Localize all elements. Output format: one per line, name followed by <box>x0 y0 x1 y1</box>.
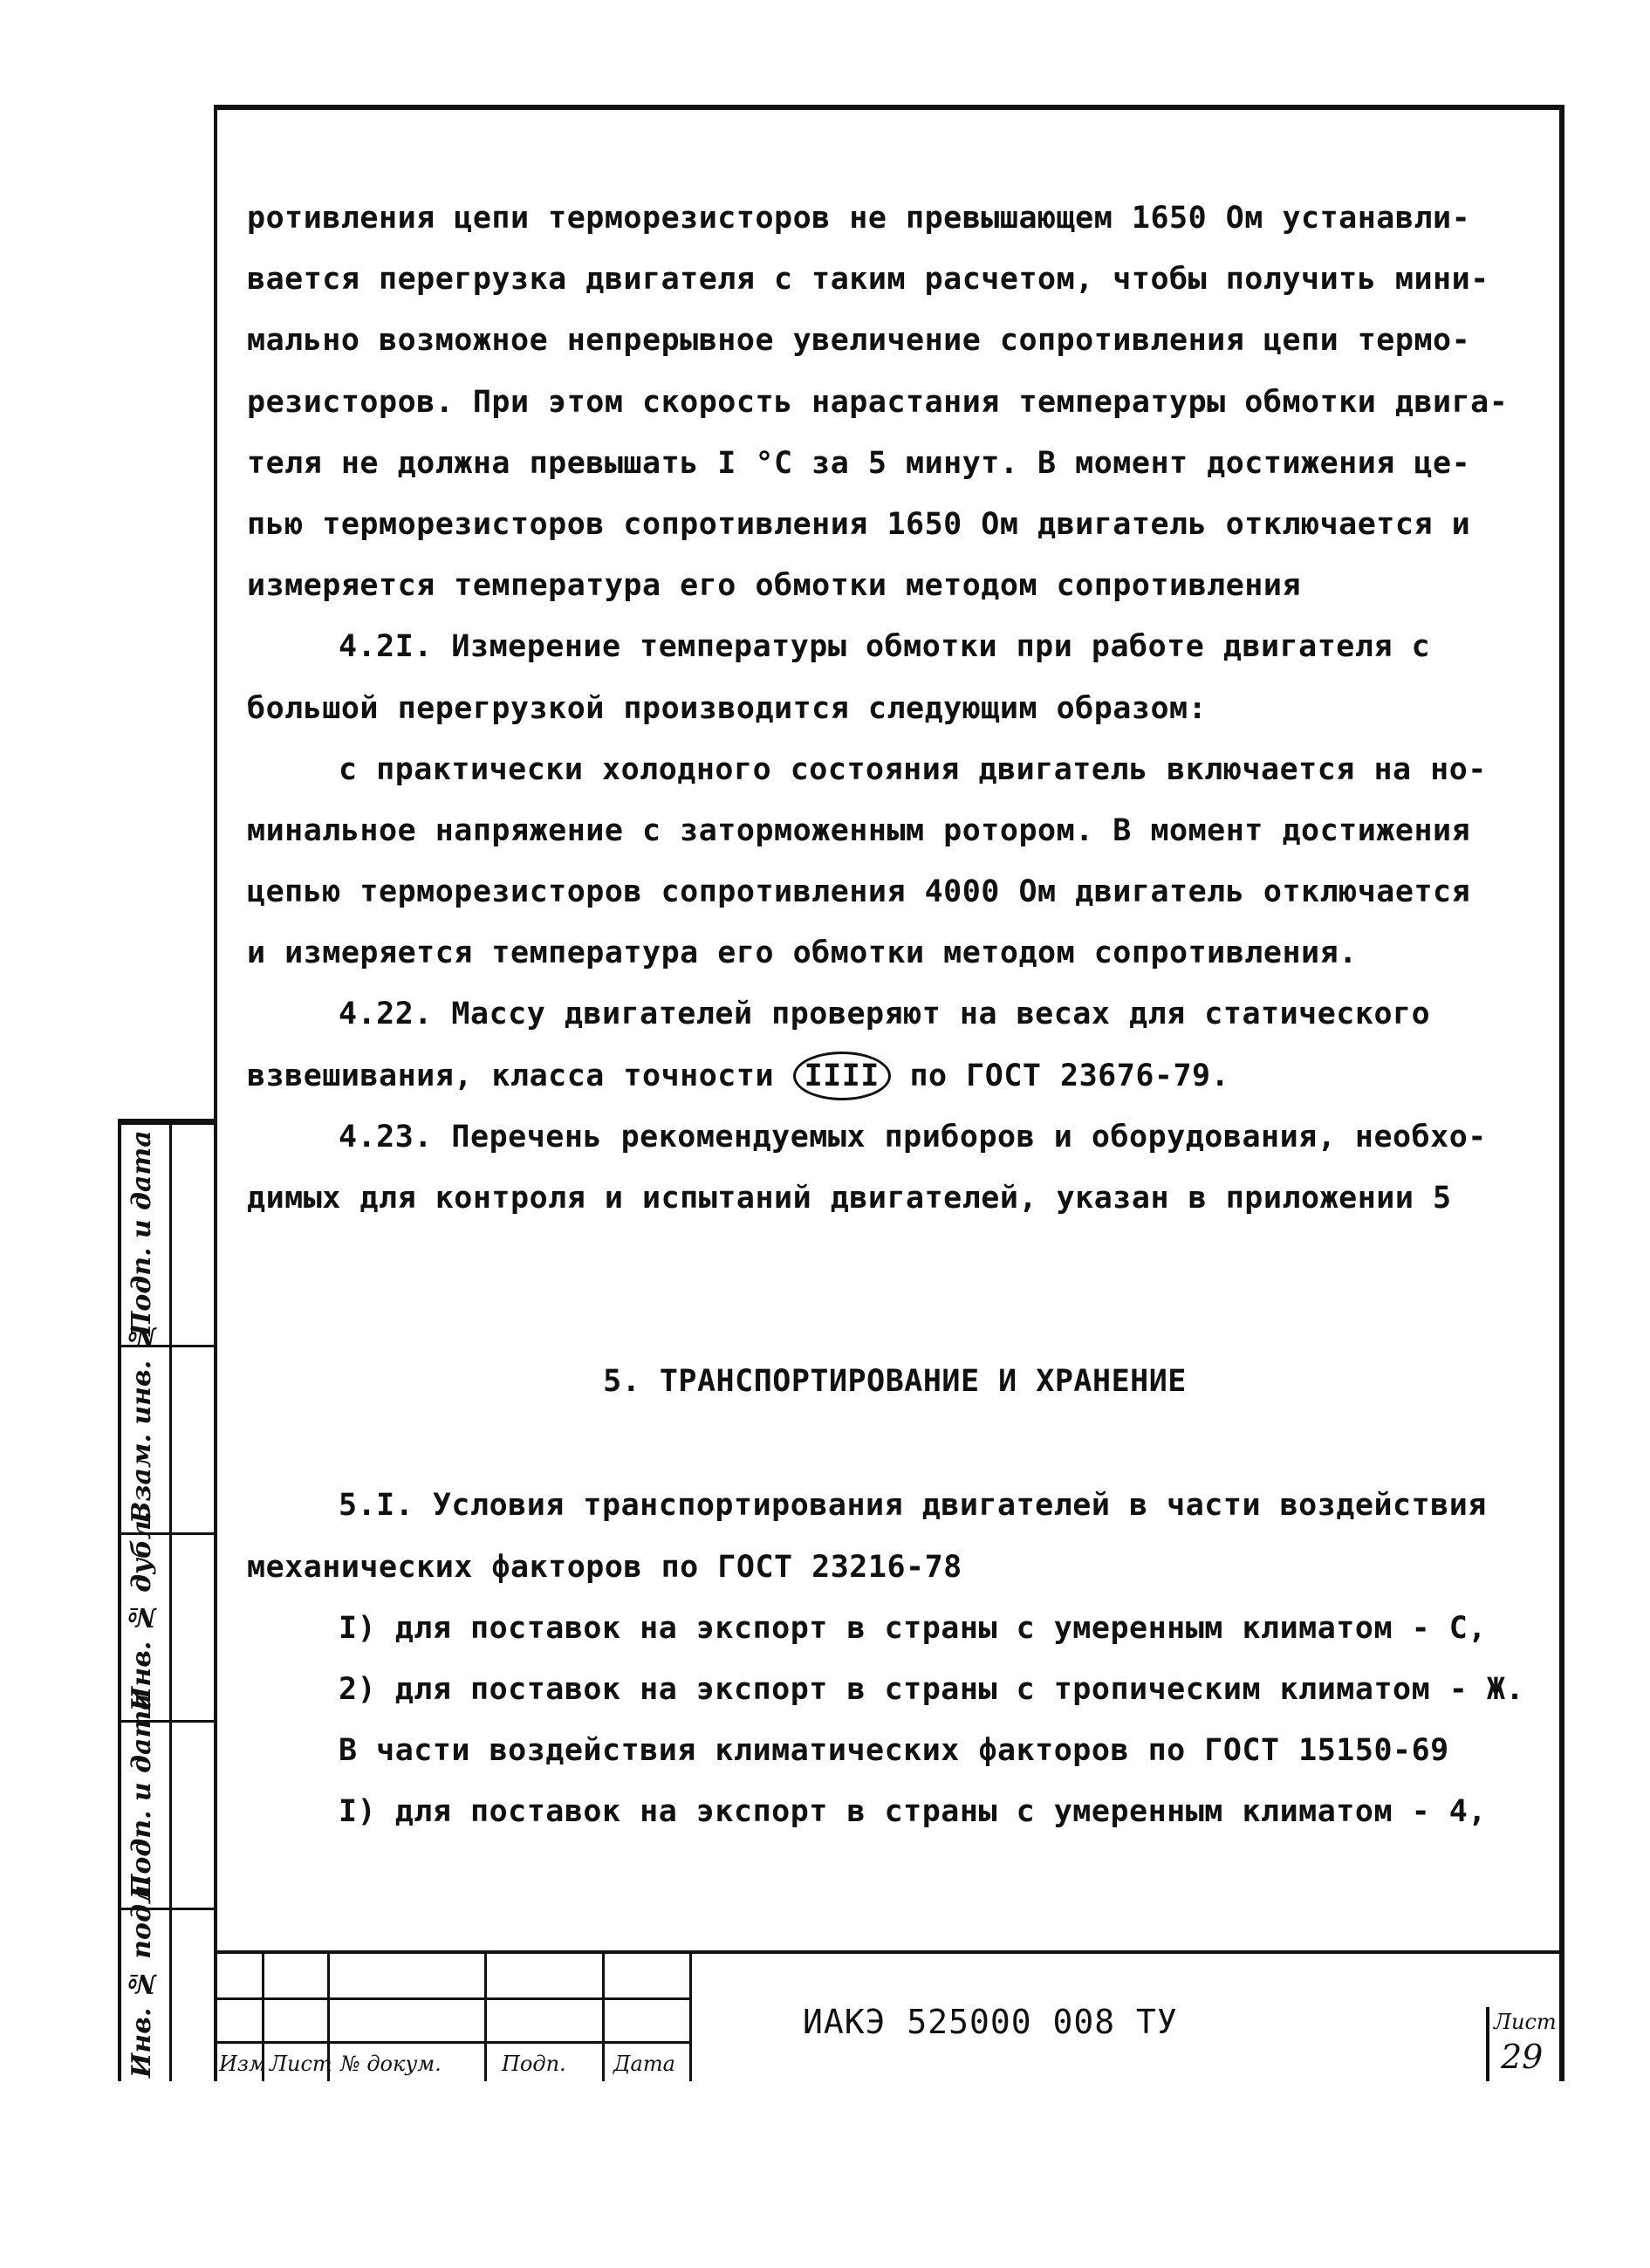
side-label: Подп. и дата <box>127 1130 157 1336</box>
text-line: резисторов. При этом скорость нарастания температуры обмотки двига- <box>247 384 1509 420</box>
text-line: и измеряется температура его обмотки методом сопротивления. <box>247 935 1358 971</box>
document-code: ИАКЭ 525000 008 ТУ <box>803 2003 1178 2041</box>
text-line: В части воздействия климатических факторов по ГОСТ 15150-69 <box>339 1733 1449 1769</box>
paragraph-4-21-start: 4.2I. Измерение температуры обмотки при работе двигателя с <box>339 629 1431 665</box>
text-line: минальное напряжение с заторможенным ротором. В момент достижения <box>247 812 1471 848</box>
text-line: мально возможное непрерывное увеличение сопротивления цепи термо- <box>247 323 1471 359</box>
text-line: пью терморезисторов сопротивления 1650 Ом двигатель отключается и <box>247 506 1471 542</box>
title-block-label: Дата <box>613 2052 675 2076</box>
spacer <box>247 1229 1543 1351</box>
text-line: ротивления цепи терморезисторов не превышающем 1650 Ом устанавли- <box>247 201 1471 236</box>
text-line: теля не должна превышать I °C за 5 минут. В момент достижения це- <box>247 445 1471 481</box>
text-line: механических факторов по ГОСТ 23216-78 <box>247 1549 962 1585</box>
text-line <box>247 1045 1543 1107</box>
circled-accuracy-class: IIII <box>793 1052 891 1100</box>
text-fragment: взвешивания, класса точности <box>247 1058 775 1093</box>
title-block-row-divider <box>214 1997 689 2000</box>
list-item: I) для поставок на экспорт в страны с умеренным климатом - С, <box>339 1610 1487 1646</box>
text-line: измеряется температура его обмотки методом сопротивления <box>247 568 1302 604</box>
title-block-row-divider <box>214 2041 689 2044</box>
title-block-label: Изм <box>219 2052 266 2076</box>
sheet-label: Лист <box>1494 2010 1557 2034</box>
text-line: большой перегрузкой производится следующим образом: <box>247 690 1208 726</box>
text-line: димых для контроля и испытаний двигателей, указан в приложении 5 <box>247 1181 1452 1216</box>
paragraph-4-23-start: 4.23. Перечень рекомендуемых приборов и оборудования, необхо- <box>339 1119 1487 1155</box>
list-item: I) для поставок на экспорт в страны с умеренным климатом - 4, <box>339 1794 1487 1830</box>
title-block-label: Лист <box>270 2052 332 2076</box>
side-label: Взам. инв. № <box>127 1320 157 1524</box>
title-block-col-divider <box>689 1954 692 2081</box>
paragraph-4-22-start: 4.22. Массу двигателей проверяют на весах для статического <box>339 997 1431 1032</box>
spacer <box>247 1412 1543 1475</box>
section-title: 5. ТРАНСПОРТИРОВАНИЕ И ХРАНЕНИЕ <box>603 1364 1187 1400</box>
side-label: Подп. и дата <box>127 1693 157 1899</box>
title-block-col-divider <box>602 1954 605 2081</box>
text-fragment: по ГОСТ 23676-79. <box>909 1058 1230 1093</box>
title-block-col-divider <box>484 1954 487 2081</box>
side-label: Инв. № подл. <box>127 1875 157 2078</box>
paragraph-5-1-start: 5.I. Условия транспортирования двигателей в части воздействия <box>339 1488 1487 1524</box>
title-block-label: Подп. <box>502 2052 566 2076</box>
page-number: 29 <box>1501 2038 1544 2076</box>
text-line: вается перегрузка двигателя с таким расчетом, чтобы получить мини- <box>247 262 1489 298</box>
side-stamp-strip <box>118 1119 214 2081</box>
side-cell-divider <box>121 1122 214 1125</box>
list-item: 2) для поставок на экспорт в страны с тропическим климатом - Ж. <box>339 1671 1525 1707</box>
paragraph-start: с практически холодного состояния двигатель включается на но- <box>339 751 1487 787</box>
document-body <box>247 188 1543 1843</box>
text-line: цепью терморезисторов сопротивления 4000 Ом двигатель отключается <box>247 874 1471 910</box>
side-label: Инв. № дубл. <box>127 1511 157 1711</box>
title-block-label: № докум. <box>340 2052 442 2076</box>
